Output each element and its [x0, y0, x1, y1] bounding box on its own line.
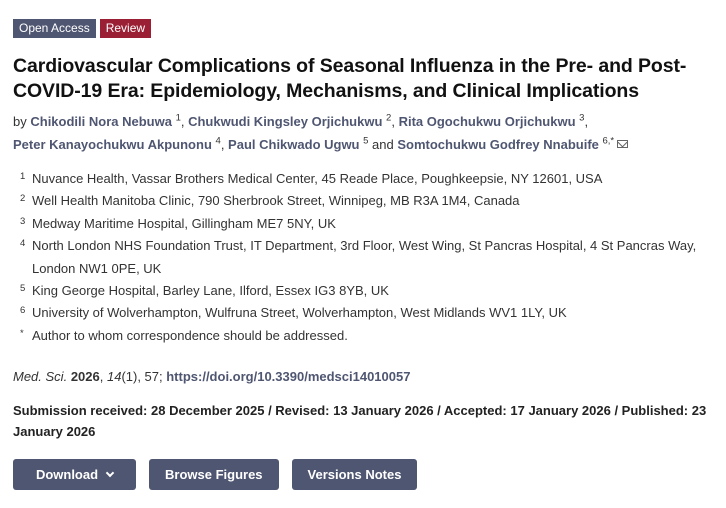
browse-figures-button[interactable]: Browse Figures — [149, 459, 279, 490]
affiliation-item — [13, 325, 719, 347]
affiliation-number: * — [20, 327, 24, 339]
author-sep: , — [391, 114, 399, 129]
affiliation-text: King George Hospital, Barley Lane, Ilford, Essex IG3 8YB, UK — [32, 283, 389, 299]
affiliation-number: 1 — [20, 171, 26, 182]
affiliation-number: 6 — [20, 305, 26, 317]
author-sep: , — [584, 114, 589, 129]
chevron-down-icon — [106, 468, 114, 476]
author-link-1[interactable]: Chikodili Nora Nebuwa — [30, 114, 172, 129]
affiliation-item — [13, 168, 719, 190]
affiliation-text: Well Health Manitoba Clinic, 790 Sherbrook Street, Winnipeg, MB R3A 1M4, Canada — [32, 193, 520, 209]
affiliation-item — [13, 302, 719, 324]
author-sep: , — [180, 114, 189, 129]
affiliation-text: Nuvance Health, Vassar Brothers Medical Center, 45 Reade Place, Poughkeepsie, NY 12601, USA — [32, 171, 603, 186]
article-type-badge: Review — [100, 19, 151, 38]
affiliation-text: Author to whom correspondence should be addressed. — [32, 327, 348, 343]
author-sep: , — [220, 136, 229, 152]
affiliation-number: 3 — [20, 215, 26, 227]
citation-issue-pages: (1), 57; — [121, 369, 167, 384]
affiliation-text: University of Wolverhampton, Wulfruna Street, Wolverhampton, West Midlands WV1 1LY, UK — [32, 305, 567, 321]
author-link-2[interactable]: Chukwudi Kingsley Orjichukwu — [188, 114, 383, 129]
author-link-4[interactable]: Peter Kanayochukwu Akpunonu — [13, 136, 212, 152]
author-link-3[interactable]: Rita Ogochukwu Orjichukwu — [398, 114, 576, 129]
author-affil-1: 1 — [175, 112, 181, 124]
email-icon[interactable] — [617, 140, 628, 148]
author-sep: and — [368, 136, 398, 152]
affiliation-item — [13, 235, 719, 280]
affiliation-number: 4 — [20, 238, 26, 250]
publication-dates: Submission received: 28 December 2025 / Revised: 13 January 2026 / Accepted: 17 January 2026 / Published: 23 January 2026 — [13, 403, 707, 439]
download-label: Download — [35, 467, 99, 482]
open-access-badge[interactable]: Open Access — [13, 19, 96, 38]
article-title: Cardiovascular Complications of Seasonal Influenza in the Pre- and Post-COVID-19 Era: Epidemiology, Mechanisms, and Clinical Implications — [13, 55, 687, 102]
affiliation-item — [13, 190, 719, 212]
affiliation-text: North London NHS Foundation Trust, IT Department, 3rd Floor, West Wing, St Pancras Hospital, 4 St Pancras Way, London NW1 0PE, UK — [32, 238, 697, 276]
affiliation-number: 5 — [20, 283, 26, 295]
versions-notes-button[interactable]: Versions Notes — [292, 459, 418, 490]
citation-year: 2026 — [70, 369, 100, 384]
affiliation-item — [13, 280, 719, 302]
author-affil-4: 4 — [215, 135, 221, 147]
author-affil-6: 6,* — [602, 135, 615, 147]
author-link-5[interactable]: Paul Chikwado Ugwu — [228, 136, 360, 152]
article-badges — [13, 19, 151, 38]
doi-link[interactable]: https://doi.org/10.3390/medsci14010057 — [166, 369, 411, 384]
download-button[interactable] — [13, 459, 136, 490]
author-list — [13, 111, 719, 156]
author-affil-2: 2 — [386, 112, 392, 124]
affiliation-text: Medway Maritime Hospital, Gillingham ME7 5NY, UK — [32, 215, 336, 231]
citation-volume: 14 — [106, 369, 122, 384]
citation-line: Med. Sci. 2026, 14(1), 57; https://doi.org/10.3390/medsci14010057 — [13, 369, 411, 384]
by-label: by — [13, 114, 27, 129]
journal-abbrev: Med. Sci. — [13, 369, 68, 384]
action-buttons — [13, 459, 417, 490]
affiliation-number: 2 — [20, 193, 26, 205]
author-affil-3: 3 — [579, 112, 585, 124]
affiliations-list — [13, 168, 719, 347]
affiliation-item — [13, 213, 719, 235]
author-affil-5: 5 — [363, 135, 369, 147]
author-link-6[interactable]: Somtochukwu Godfrey Nnabuife — [397, 136, 599, 152]
